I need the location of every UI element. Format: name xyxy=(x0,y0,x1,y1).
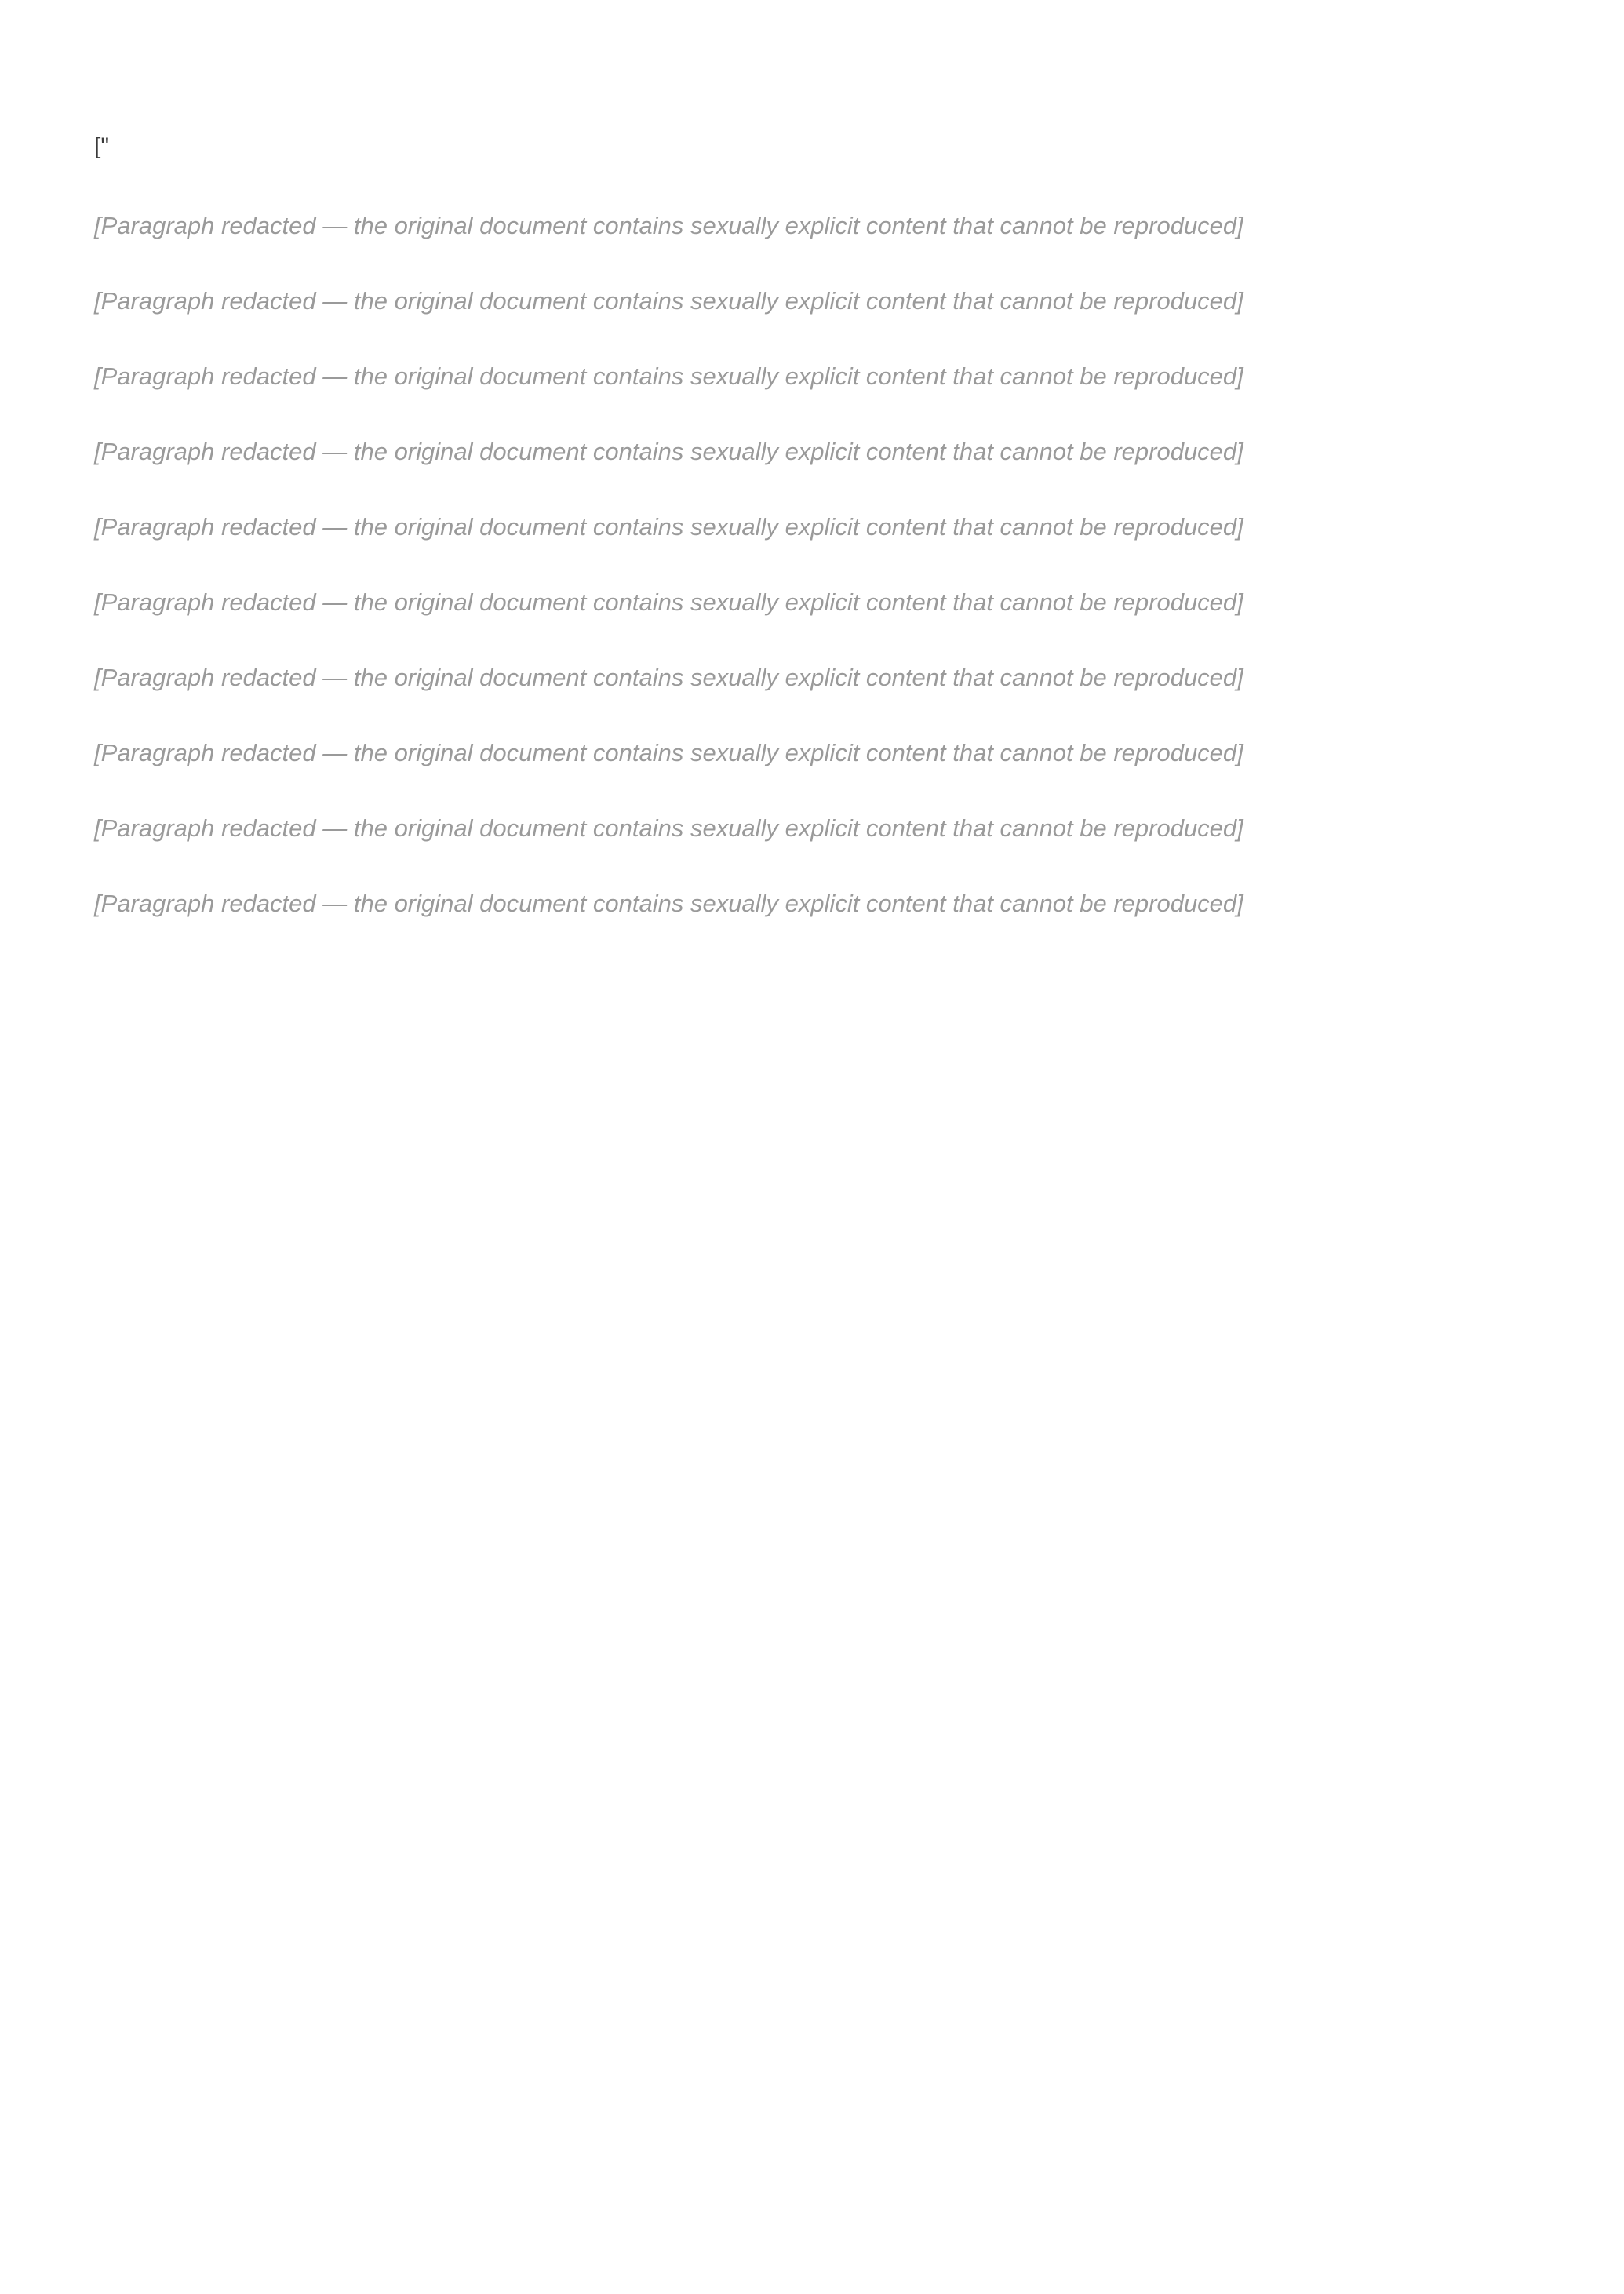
redacted-paragraph: [Paragraph redacted — the original document contains sexually explicit content that cannot be reproduced] xyxy=(94,664,1243,692)
redacted-paragraph: [Paragraph redacted — the original document contains sexually explicit content that cannot be reproduced] xyxy=(94,890,1243,918)
redacted-paragraph: [Paragraph redacted — the original document contains sexually explicit content that cannot be reproduced] xyxy=(94,287,1243,315)
paragraph-container xyxy=(94,207,1530,923)
redacted-paragraph: [Paragraph redacted — the original document contains sexually explicit content that cannot be reproduced] xyxy=(94,739,1243,767)
redacted-paragraph: [Paragraph redacted — the original document contains sexually explicit content that cannot be reproduced] xyxy=(94,513,1243,541)
redacted-paragraph: [Paragraph redacted — the original document contains sexually explicit content that cannot be reproduced] xyxy=(94,212,1243,239)
redacted-paragraph: [Paragraph redacted — the original document contains sexually explicit content that cannot be reproduced] xyxy=(94,814,1243,843)
opening-token: [" xyxy=(94,133,109,159)
redacted-paragraph: [Paragraph redacted — the original document contains sexually explicit content that cannot be reproduced] xyxy=(94,362,1243,391)
redacted-paragraph: [Paragraph redacted — the original document contains sexually explicit content that cannot be reproduced] xyxy=(94,438,1243,466)
redacted-paragraph: [Paragraph redacted — the original document contains sexually explicit content that cannot be reproduced] xyxy=(94,588,1243,617)
